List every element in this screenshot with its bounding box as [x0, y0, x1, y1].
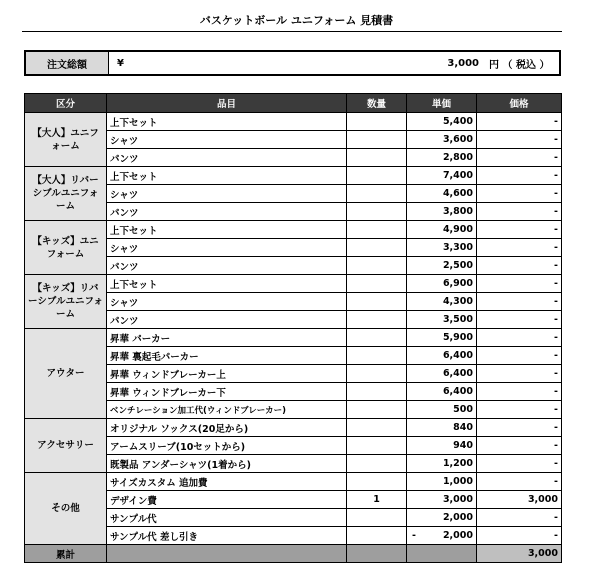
item-cell: パンツ: [107, 149, 347, 167]
qty-cell: [347, 131, 407, 149]
price-cell: -: [477, 203, 562, 221]
category-cell: アクセサリー: [25, 419, 107, 473]
qty-cell: [347, 275, 407, 293]
qty-cell: [347, 221, 407, 239]
unit-price-cell: 500: [407, 401, 477, 419]
price-cell: -: [477, 365, 562, 383]
unit-price-cell: 3,500: [407, 311, 477, 329]
price-cell: -: [477, 419, 562, 437]
table-header-row: [25, 94, 562, 113]
sum-label: 累計: [25, 545, 107, 563]
table-row: [25, 329, 562, 347]
price-cell: -: [477, 311, 562, 329]
unit-price-cell: 3,800: [407, 203, 477, 221]
order-total-label: 注文総額: [26, 52, 109, 74]
unit-price-cell: 6,900: [407, 275, 477, 293]
qty-cell: [347, 239, 407, 257]
table-row: [25, 473, 562, 491]
table-row: [25, 167, 562, 185]
item-cell: オリジナル ソックス(20足から): [107, 419, 347, 437]
item-cell: サンプル代: [107, 509, 347, 527]
unit-price-cell: 940: [407, 437, 477, 455]
qty-cell: [347, 185, 407, 203]
qty-cell: [347, 329, 407, 347]
sum-fill: [347, 545, 407, 563]
item-cell: 上下セット: [107, 167, 347, 185]
table-row: [25, 113, 562, 131]
sum-value: 3,000: [477, 545, 562, 563]
header-unit-price: 単価: [407, 94, 477, 113]
item-cell: パンツ: [107, 257, 347, 275]
unit-price-cell: 3,300: [407, 239, 477, 257]
unit-price-cell: 5,400: [407, 113, 477, 131]
qty-cell: [347, 149, 407, 167]
qty-cell: [347, 383, 407, 401]
price-cell: -: [477, 527, 562, 545]
qty-cell: [347, 401, 407, 419]
order-total-box: [24, 50, 561, 76]
unit-price-cell: 3,000: [407, 491, 477, 509]
qty-cell: [347, 293, 407, 311]
item-cell: パンツ: [107, 311, 347, 329]
price-cell: 3,000: [477, 491, 562, 509]
category-cell: 【キッズ】ユニフォーム: [25, 221, 107, 275]
unit-price-cell: 1,200: [407, 455, 477, 473]
qty-cell: [347, 347, 407, 365]
item-cell: ベンチレーション加工代(ウィンドブレーカー): [107, 401, 347, 419]
item-cell: パンツ: [107, 203, 347, 221]
unit-price-cell: 1,000: [407, 473, 477, 491]
item-cell: 上下セット: [107, 221, 347, 239]
qty-cell: [347, 527, 407, 545]
order-total-amount: 3,000: [447, 57, 479, 69]
category-cell: その他: [25, 473, 107, 545]
qty-cell: [347, 509, 407, 527]
order-total-unit: 円 （ 税込 ）: [489, 59, 550, 71]
qty-cell: 1: [347, 491, 407, 509]
unit-price-cell: 6,400: [407, 365, 477, 383]
sum-row: [25, 545, 562, 563]
unit-price-value: 2,000: [442, 530, 473, 541]
price-cell: -: [477, 437, 562, 455]
item-cell: デザイン費: [107, 491, 347, 509]
item-cell: サンプル代 差し引き: [107, 527, 347, 545]
qty-cell: [347, 365, 407, 383]
minus-sign: -: [412, 530, 416, 541]
qty-cell: [347, 257, 407, 275]
price-cell: -: [477, 275, 562, 293]
price-cell: -: [477, 347, 562, 365]
qty-cell: [347, 455, 407, 473]
item-cell: 既製品 アンダーシャツ(1着から): [107, 455, 347, 473]
price-cell: -: [477, 455, 562, 473]
unit-price-cell: 7,400: [407, 167, 477, 185]
header-qty: 数量: [347, 94, 407, 113]
price-cell: -: [477, 383, 562, 401]
category-cell: 【大人】リバーシブルユニフォーム: [25, 167, 107, 221]
price-cell: -: [477, 239, 562, 257]
page-title: バスケットボール ユニフォーム 見積書: [199, 14, 394, 27]
header-item: 品目: [107, 94, 347, 113]
qty-cell: [347, 113, 407, 131]
item-cell: シャツ: [107, 131, 347, 149]
estimate-table: [24, 93, 562, 563]
item-cell: 上下セット: [107, 275, 347, 293]
price-cell: -: [477, 473, 562, 491]
item-cell: 昇華 ウィンドブレーカー上: [107, 365, 347, 383]
unit-price-cell: [407, 527, 477, 545]
sum-fill: [407, 545, 477, 563]
table-row: [25, 419, 562, 437]
unit-price-cell: 4,900: [407, 221, 477, 239]
qty-cell: [347, 473, 407, 491]
item-cell: アームスリーブ(10セットから): [107, 437, 347, 455]
item-cell: 昇華 パーカー: [107, 329, 347, 347]
unit-price-cell: 6,400: [407, 347, 477, 365]
item-cell: 昇華 裏起毛パーカー: [107, 347, 347, 365]
table-row: [25, 275, 562, 293]
item-cell: シャツ: [107, 239, 347, 257]
item-cell: 昇華 ウィンドブレーカー下: [107, 383, 347, 401]
unit-price-cell: 3,600: [407, 131, 477, 149]
price-cell: -: [477, 257, 562, 275]
qty-cell: [347, 167, 407, 185]
price-cell: -: [477, 185, 562, 203]
price-cell: -: [477, 221, 562, 239]
price-cell: -: [477, 131, 562, 149]
title-underline: [22, 31, 562, 32]
price-cell: -: [477, 509, 562, 527]
price-cell: -: [477, 113, 562, 131]
item-cell: 上下セット: [107, 113, 347, 131]
table-row: [25, 221, 562, 239]
price-cell: -: [477, 167, 562, 185]
unit-price-cell: 4,300: [407, 293, 477, 311]
unit-price-cell: 4,600: [407, 185, 477, 203]
unit-price-cell: 2,000: [407, 509, 477, 527]
qty-cell: [347, 437, 407, 455]
sum-fill: [107, 545, 347, 563]
qty-cell: [347, 203, 407, 221]
qty-cell: [347, 419, 407, 437]
item-cell: シャツ: [107, 185, 347, 203]
unit-price-cell: 840: [407, 419, 477, 437]
price-cell: -: [477, 293, 562, 311]
unit-price-cell: 2,500: [407, 257, 477, 275]
price-cell: -: [477, 329, 562, 347]
price-cell: -: [477, 401, 562, 419]
header-price: 価格: [477, 94, 562, 113]
item-cell: シャツ: [107, 293, 347, 311]
unit-price-cell: 2,800: [407, 149, 477, 167]
unit-price-cell: 6,400: [407, 383, 477, 401]
qty-cell: [347, 311, 407, 329]
item-cell: サイズカスタム 追加費: [107, 473, 347, 491]
unit-price-cell: 5,900: [407, 329, 477, 347]
category-cell: 【大人】ユニフォーム: [25, 113, 107, 167]
price-cell: -: [477, 149, 562, 167]
currency-symbol: ¥: [117, 57, 124, 69]
category-cell: アウター: [25, 329, 107, 419]
category-cell: 【キッズ】リバーシブルユニフォーム: [25, 275, 107, 329]
header-category: 区分: [25, 94, 107, 113]
